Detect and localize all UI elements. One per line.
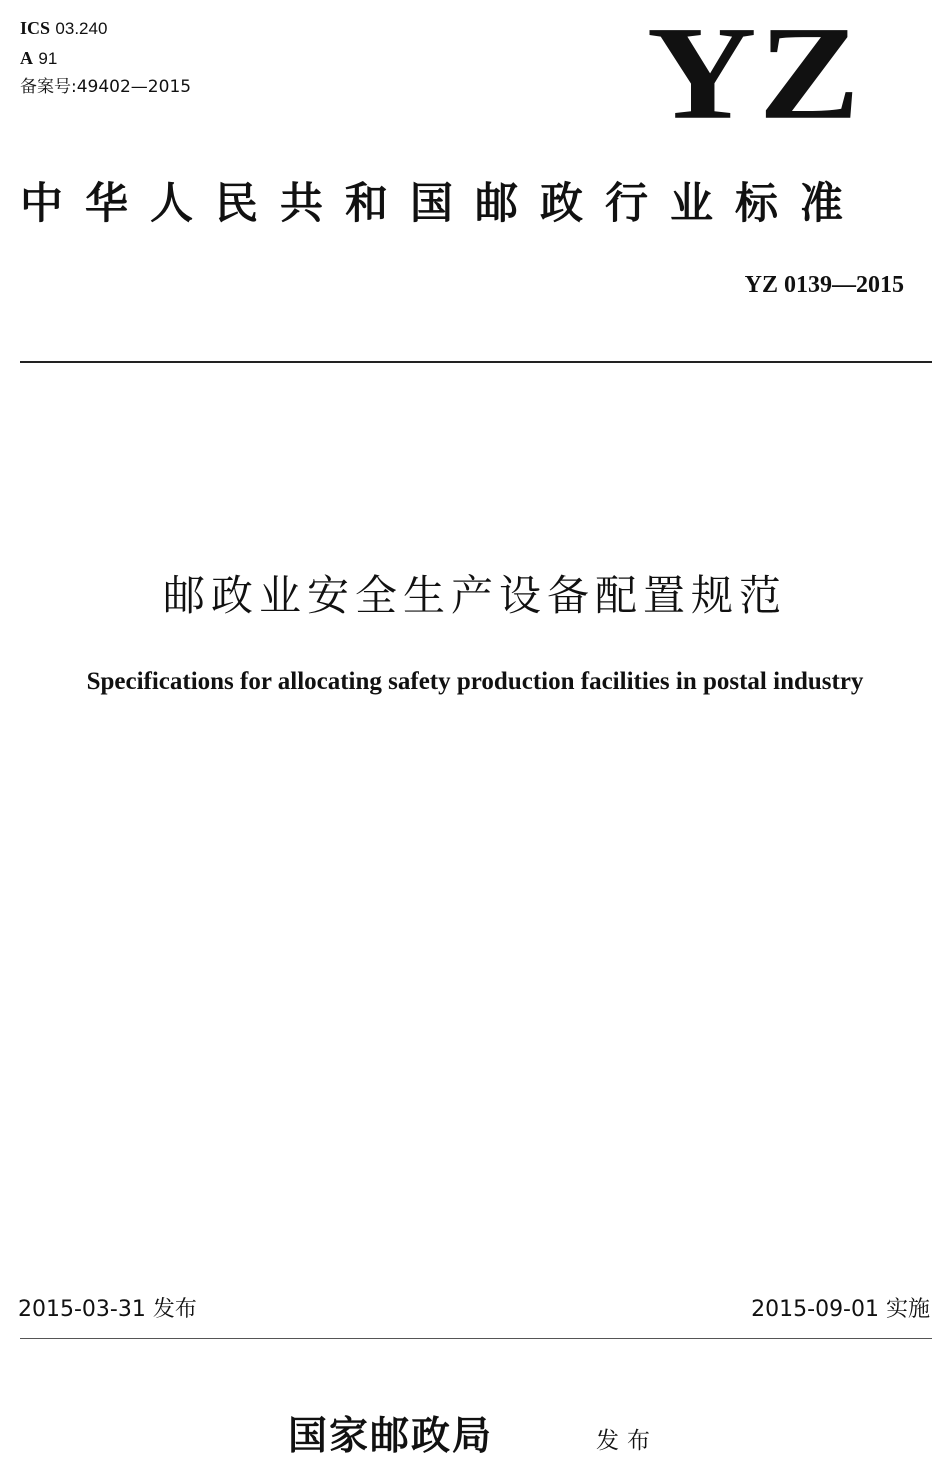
publisher-name: 国家邮政局 — [288, 1413, 494, 1459]
standard-number: YZ 0139—2015 — [744, 272, 904, 298]
implementation-date: 2015-09-01 实施 — [751, 1297, 930, 1322]
issue-date: 2015-03-31 发布 — [18, 1297, 197, 1322]
ics-label: ICS — [20, 18, 51, 38]
yz-logo: YZ — [646, 0, 862, 147]
document-title-chinese: 邮政业安全生产设备配置规范 — [162, 571, 787, 620]
ccs-value: 91 — [38, 49, 58, 68]
ccs-code — [20, 48, 57, 69]
ics-value: 03.240 — [55, 19, 108, 38]
standard-category-title: 中华人民共和国邮政行业标准 — [20, 179, 865, 229]
ccs-label: A — [20, 48, 33, 68]
record-number: 备案号:49402—2015 — [20, 77, 192, 97]
publisher-action: 发布 — [596, 1428, 658, 1454]
ics-code — [20, 18, 107, 39]
bottom-divider — [20, 1338, 932, 1339]
document-title-english: Specifications for allocating safety production facilities in postal industry — [86, 668, 864, 695]
top-divider — [20, 361, 932, 363]
